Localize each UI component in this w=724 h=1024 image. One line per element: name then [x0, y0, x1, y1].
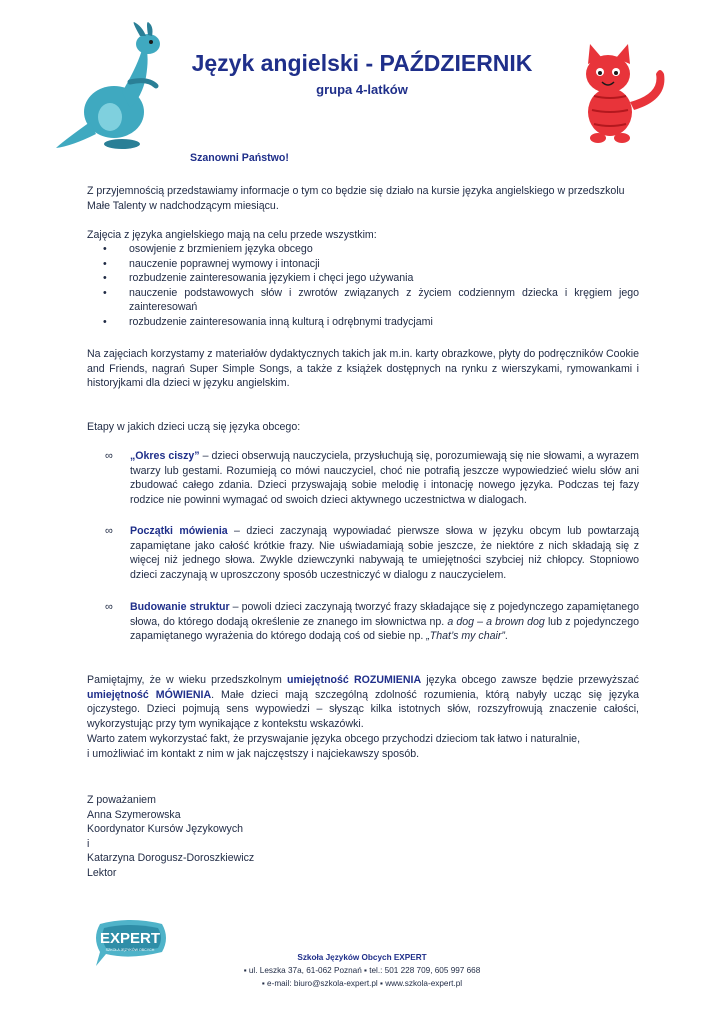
svg-text:SZKOŁA JĘZYKÓW OBCYCH: SZKOŁA JĘZYKÓW OBCYCH: [105, 948, 155, 952]
svg-text:EXPERT: EXPERT: [99, 930, 161, 947]
page-title: Język angielski - PAŹDZIERNIK: [191, 50, 533, 76]
infinity-bullet-icon: ∞: [105, 601, 113, 613]
example-phrase: a dog – a brown dog: [447, 615, 545, 628]
footer-address: ▪ ul. Leszka 37a, 61-062 Poznań ▪ tel.: 501 228 709, 605 997 668: [243, 966, 481, 975]
intro-paragraph: Z przyjemnością przedstawiamy informacje o tym co będzie się działo na kursie języka angielskiego w przedszkolu Małe Talenty w nadchodzącym miesiącu.: [87, 185, 625, 212]
stage-early-speech: [105, 524, 639, 582]
list-item: • rozbudzenie zainteresowania językiem i chęci jego używania: [103, 272, 414, 285]
bullet-icon: •: [103, 257, 107, 270]
stages-lead: Etapy w jakich dzieci uczą się języka obcego:: [87, 421, 301, 433]
list-item: • nauczenie poprawnej wymowy i intonacji: [103, 257, 320, 270]
bullet-icon: •: [103, 315, 107, 328]
stage-text: – dzieci zaczynają wypowiadać pierwsze słowa w języku obcym lub powtarzają zapamiętane jako całość krótkie frazy. Nie uświadamiają sobie jeszcze, że niektóre z nich składają się z więcej niż jednego słowa. Zwykle dziewczynki nabywają te umiejętności szybciej niż chłopcy. Stopniowo dzieci zaczynają w uproszczony sposób uczestniczyć w dialogu z nauczycielem.: [130, 525, 639, 581]
bullet-icon: •: [103, 243, 107, 255]
list-item: • osowjenie z brzmieniem języka obcego: [103, 243, 313, 255]
footer-school-name: Szkoła Języków Obcych EXPERT: [297, 953, 427, 962]
summary-paragraph: Pamiętajmy, że w wieku przedszkolnym umiejętność ROZUMIENIA języka obcego zawsze będzie przewyższać umiejętność MÓWIENIA. Małe dzieci mają szczególną zdolność rozumienia, którą nabyły ucząc się języka ojczystego. Dzieci pojmują sens wypowiedzi – słysząc kilka istotnych słów, rozszyfrowują znaczenie całości, wykorzystując przy tym wynikające z kontekstu wskazówki.: [87, 674, 639, 730]
stage-name: Budowanie struktur: [130, 601, 230, 613]
goals-list: [87, 242, 639, 330]
greeting: Szanowni Państwo!: [190, 152, 289, 164]
example-phrase: „That’s my chair”: [426, 630, 505, 643]
footer-contact: ▪ e-mail: biuro@szkola-expert.pl ▪ www.szkola-expert.pl: [261, 979, 463, 988]
bullet-icon: •: [103, 272, 107, 285]
list-item: • nauczenie podstawowych słów i zwrotów związanych z życiem codziennym dziecka i kręgiem jego zainteresowań: [103, 286, 639, 314]
goals-lead: Zajęcia z języka angielskiego mają na celu przede wszystkim:: [87, 229, 377, 241]
page-subtitle: grupa 4-latków: [316, 82, 408, 97]
infinity-bullet-icon: ∞: [105, 525, 113, 537]
stage-name: Początki mówienia: [130, 525, 228, 537]
footer: [0, 951, 724, 990]
bullet-icon: •: [103, 286, 107, 299]
stage-name: „Okres ciszy”: [130, 450, 200, 462]
materials-paragraph: Na zajęciach korzystamy z materiałów dydaktycznych takich jak m.in. karty obrazkowe, płyty do podręczników Cookie and Friends, nagrań Super Simple Songs, a także z książek dostępnych na rynku z wierszykami, rymowankami i historyjkami dla dzieci w języku angielskim.: [87, 348, 639, 390]
infinity-bullet-icon: ∞: [105, 450, 113, 462]
stage-building-structures: ∞ Budowanie struktur – powoli dzieci zaczynają tworzyć frazy składające się z pojedynczego zapamiętanego słowa, do którego dodają określenie ze znanego im słownictwa np. a dog – a brown dog lub z pojedynczego zapamiętanego wyrażenia do którego dodają coś od siebie np. „That’s my chair”.: [105, 601, 639, 643]
stage-text: – dzieci obserwują nauczyciela, przysłuchują się, porozumiewają się nie słowami, a wyrazem twarzy lub gestami. Rozumieją co mówi nauczyciel, choć nie potrafią jeszcze wypowiedzieć wielu słów ani zbudować całego zdania. Dzieci przyswajają sobie melodię i intonację nowego języka. Podczas tej fazy rodzice nie powinni wymagać od swoich dzieci aktywnego uczestnictwa w dialogach.: [130, 450, 639, 506]
signature-block: Z poważaniem Anna Szymerowska Koordynator Kursów Językowych i Katarzyna Dorogusz-Doroszkiewicz Lektor: [87, 794, 255, 879]
list-item: • rozbudzenie zainteresowania inną kulturą i odrębnymi tradycjami: [103, 315, 433, 328]
closing-paragraph: Warto zatem wykorzystać fakt, że przyswajanie języka obcego przychodzi dzieciom tak łatwo i naturalnie, i umożliwiać im kontakt z nim w jak najczęstszy i najciekawszy sposób.: [87, 733, 581, 760]
stage-silent-period: [105, 449, 639, 507]
